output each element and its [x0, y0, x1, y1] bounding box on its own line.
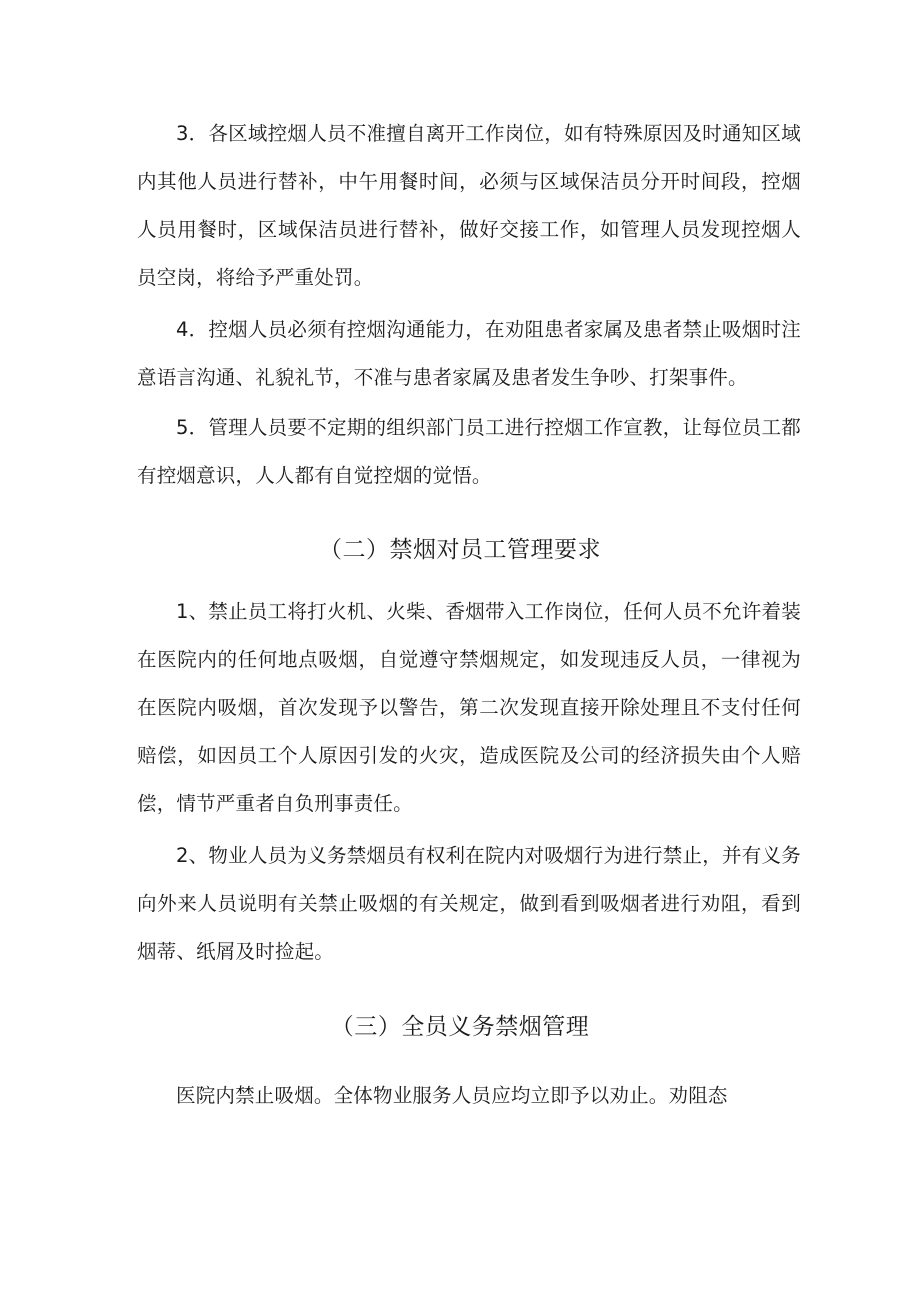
- paragraph-item-3: 3．各区域控烟人员不准擅自离开工作岗位，如有特殊原因及时通知区域内其他人员进行替补，中午用餐时间，必须与区域保洁员分开时间段，控烟人员用餐时，区域保洁员进行替补，做好交接工作，如管理人员发现控烟人员空岗，将给予严重处罚。: [137, 122, 801, 289]
- paragraph-all-staff-rule: 医院内禁止吸烟。全体物业服务人员应均立即予以劝止。劝阻态: [176, 1084, 728, 1107]
- section-heading-all-staff-management: （三）全员义务禁烟管理: [330, 1014, 590, 1040]
- paragraph-employee-rule-2: 2、物业人员为义务禁烟员有权利在院内对吸烟行为进行禁止，并有义务向外来人员说明有关禁止吸烟的有关规定，做到看到吸烟者进行劝阻，看到烟蒂、纸屑及时捡起。: [137, 844, 801, 963]
- paragraph-item-5: 5．管理人员要不定期的组织部门员工进行控烟工作宣教，让每位员工都有控烟意识，人人都有自觉控烟的觉悟。: [137, 416, 801, 487]
- section-heading-employee-requirements: （二）禁烟对员工管理要求: [319, 537, 601, 563]
- paragraph-employee-rule-1: 1、禁止员工将打火机、火柴、香烟带入工作岗位，任何人员不允许着装在医院内的任何地点吸烟，自觉遵守禁烟规定，如发现违反人员，一律视为在医院内吸烟，首次发现予以警告，第二次发现直接开除处理且不支付任何赔偿，如因员工个人原因引发的火灾，造成医院及公司的经济损失由个人赔偿，情节严重者自负刑事责任。: [137, 600, 801, 815]
- paragraph-item-4: 4．控烟人员必须有控烟沟通能力，在劝阻患者家属及患者禁止吸烟时注意语言沟通、礼貌礼节，不准与患者家属及患者发生争吵、打架事件。: [137, 318, 801, 389]
